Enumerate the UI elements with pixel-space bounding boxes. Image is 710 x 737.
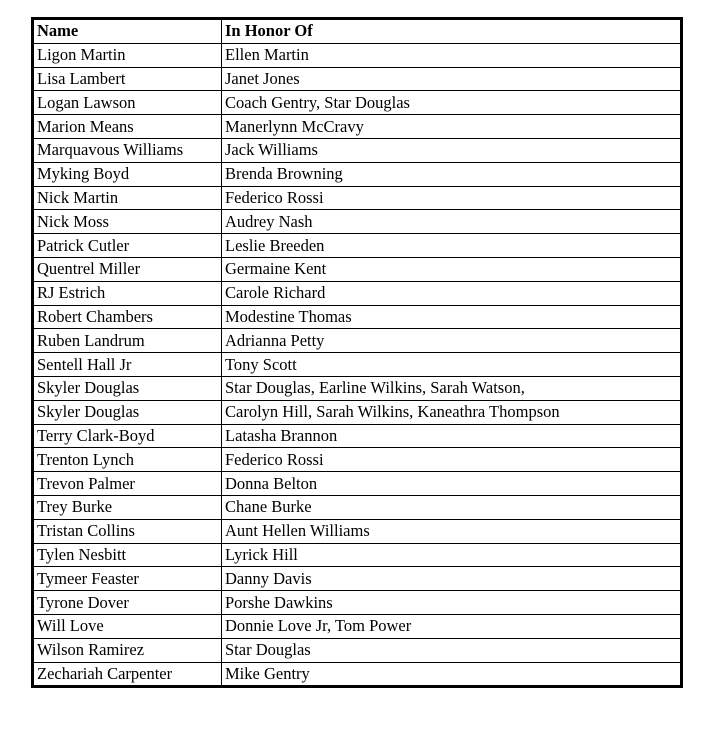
table-row xyxy=(33,567,682,591)
in-honor-of-cell: Janet Jones xyxy=(222,67,682,91)
table-row xyxy=(33,448,682,472)
name-cell: Ligon Martin xyxy=(33,43,222,67)
table-row xyxy=(33,614,682,638)
table-row xyxy=(33,329,682,353)
table-row xyxy=(33,281,682,305)
name-cell: Marion Means xyxy=(33,115,222,139)
table-row xyxy=(33,91,682,115)
in-honor-of-cell: Germaine Kent xyxy=(222,257,682,281)
table-row xyxy=(33,353,682,377)
column-header-in-honor-of: In Honor Of xyxy=(222,19,682,44)
column-header-name: Name xyxy=(33,19,222,44)
name-cell: Terry Clark-Boyd xyxy=(33,424,222,448)
name-cell: Tymeer Feaster xyxy=(33,567,222,591)
name-cell: Logan Lawson xyxy=(33,91,222,115)
name-cell: Zechariah Carpenter xyxy=(33,662,222,687)
in-honor-of-cell: Carole Richard xyxy=(222,281,682,305)
in-honor-of-cell: Brenda Browning xyxy=(222,162,682,186)
in-honor-of-cell: Mike Gentry xyxy=(222,662,682,687)
in-honor-of-cell: Danny Davis xyxy=(222,567,682,591)
table-row xyxy=(33,519,682,543)
name-cell: RJ Estrich xyxy=(33,281,222,305)
name-cell: Quentrel Miller xyxy=(33,257,222,281)
table-row xyxy=(33,591,682,615)
table-row xyxy=(33,376,682,400)
name-cell: Ruben Landrum xyxy=(33,329,222,353)
table-body xyxy=(33,43,682,687)
table-row xyxy=(33,67,682,91)
name-cell: Lisa Lambert xyxy=(33,67,222,91)
in-honor-of-cell: Audrey Nash xyxy=(222,210,682,234)
in-honor-of-cell: Aunt Hellen Williams xyxy=(222,519,682,543)
name-cell: Tristan Collins xyxy=(33,519,222,543)
in-honor-of-cell: Coach Gentry, Star Douglas xyxy=(222,91,682,115)
name-cell: Nick Moss xyxy=(33,210,222,234)
table-row xyxy=(33,400,682,424)
in-honor-of-cell: Porshe Dawkins xyxy=(222,591,682,615)
name-cell: Patrick Cutler xyxy=(33,234,222,258)
name-cell: Wilson Ramirez xyxy=(33,638,222,662)
in-honor-of-cell: Donna Belton xyxy=(222,472,682,496)
name-cell: Skyler Douglas xyxy=(33,400,222,424)
table-row xyxy=(33,472,682,496)
in-honor-of-cell: Chane Burke xyxy=(222,495,682,519)
name-cell: Nick Martin xyxy=(33,186,222,210)
in-honor-of-cell: Modestine Thomas xyxy=(222,305,682,329)
table-row xyxy=(33,638,682,662)
table-row xyxy=(33,257,682,281)
table-row xyxy=(33,543,682,567)
name-cell: Myking Boyd xyxy=(33,162,222,186)
table-row xyxy=(33,424,682,448)
name-cell: Trevon Palmer xyxy=(33,472,222,496)
table-row xyxy=(33,186,682,210)
table-row xyxy=(33,43,682,67)
name-cell: Tyrone Dover xyxy=(33,591,222,615)
honor-table xyxy=(31,17,683,688)
name-cell: Skyler Douglas xyxy=(33,376,222,400)
table-row xyxy=(33,115,682,139)
in-honor-of-cell: Ellen Martin xyxy=(222,43,682,67)
in-honor-of-cell: Tony Scott xyxy=(222,353,682,377)
name-cell: Marquavous Williams xyxy=(33,138,222,162)
table-row xyxy=(33,495,682,519)
in-honor-of-cell: Leslie Breeden xyxy=(222,234,682,258)
in-honor-of-cell: Donnie Love Jr, Tom Power xyxy=(222,614,682,638)
name-cell: Will Love xyxy=(33,614,222,638)
name-cell: Robert Chambers xyxy=(33,305,222,329)
in-honor-of-cell: Jack Williams xyxy=(222,138,682,162)
table-row xyxy=(33,305,682,329)
in-honor-of-cell: Adrianna Petty xyxy=(222,329,682,353)
name-cell: Trenton Lynch xyxy=(33,448,222,472)
table-row xyxy=(33,662,682,687)
table-row xyxy=(33,210,682,234)
table-row xyxy=(33,162,682,186)
name-cell: Trey Burke xyxy=(33,495,222,519)
header-row xyxy=(33,19,682,44)
in-honor-of-cell: Federico Rossi xyxy=(222,448,682,472)
in-honor-of-cell: Carolyn Hill, Sarah Wilkins, Kaneathra Thompson xyxy=(222,400,682,424)
in-honor-of-cell: Federico Rossi xyxy=(222,186,682,210)
table-row xyxy=(33,138,682,162)
in-honor-of-cell: Star Douglas, Earline Wilkins, Sarah Watson, xyxy=(222,376,682,400)
table-header xyxy=(33,19,682,44)
in-honor-of-cell: Lyrick Hill xyxy=(222,543,682,567)
in-honor-of-cell: Latasha Brannon xyxy=(222,424,682,448)
in-honor-of-cell: Manerlynn McCravy xyxy=(222,115,682,139)
table-row xyxy=(33,234,682,258)
in-honor-of-cell: Star Douglas xyxy=(222,638,682,662)
name-cell: Tylen Nesbitt xyxy=(33,543,222,567)
name-cell: Sentell Hall Jr xyxy=(33,353,222,377)
